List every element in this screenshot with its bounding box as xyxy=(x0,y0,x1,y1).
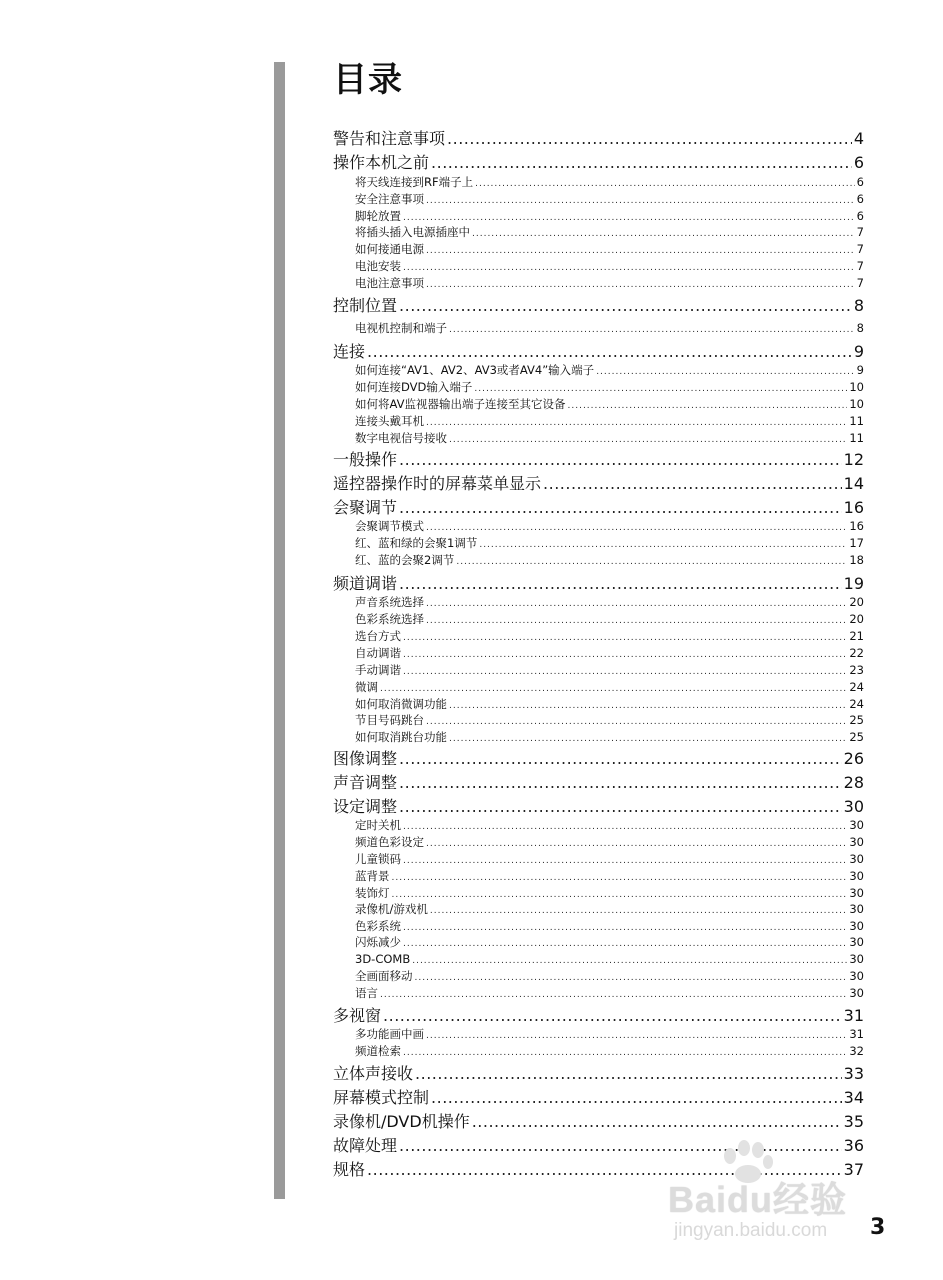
toc-entry-page: 7 xyxy=(856,259,864,273)
toc-entry-page: 25 xyxy=(849,713,864,727)
toc-entry xyxy=(333,772,864,794)
toc-entry-page: 17 xyxy=(849,536,864,550)
toc-entry-title: 将插头插入电源插座中 xyxy=(355,225,470,239)
toc-subentry xyxy=(355,241,864,257)
dot-leader xyxy=(475,176,855,192)
dot-leader xyxy=(403,664,847,680)
dot-leader xyxy=(399,573,842,595)
toc-subentry xyxy=(355,696,864,712)
toc-entry xyxy=(333,1063,864,1085)
dot-leader xyxy=(472,1111,842,1133)
toc-entry-title: 红、蓝的会聚2调节 xyxy=(355,553,455,567)
toc-entry-page: 16 xyxy=(849,519,864,533)
toc-entry xyxy=(333,1005,864,1027)
toc-entry xyxy=(333,1111,864,1133)
toc-subentry xyxy=(355,430,864,446)
dot-leader xyxy=(449,432,847,448)
toc-subentry xyxy=(355,985,864,1001)
dot-leader xyxy=(479,537,847,553)
dot-leader xyxy=(367,341,852,363)
toc-entry-title: 手动调谐 xyxy=(355,663,401,677)
toc-entry-title: 将天线连接到RF端子上 xyxy=(355,175,474,189)
toc-entry-page: 9 xyxy=(853,342,864,361)
toc-entry-page: 30 xyxy=(849,902,864,916)
dot-leader xyxy=(399,748,842,770)
dot-leader xyxy=(456,554,847,570)
toc-subentry xyxy=(355,191,864,207)
toc-entry-page: 8 xyxy=(853,296,864,315)
dot-leader xyxy=(415,1063,842,1085)
toc-subentry xyxy=(355,712,864,728)
toc-entry-page: 6 xyxy=(856,192,864,206)
toc-entry-page: 30 xyxy=(849,969,864,983)
toc-entry-title: 安全注意事项 xyxy=(355,192,424,206)
toc-entry-page: 30 xyxy=(849,952,864,966)
toc-entry-page: 7 xyxy=(856,276,864,290)
toc-entry-page: 20 xyxy=(849,595,864,609)
toc-entry-title: 如何取消跳台功能 xyxy=(355,730,447,744)
toc-entry-title: 自动调谐 xyxy=(355,646,401,660)
page-title: 目录 xyxy=(333,60,403,100)
toc-entry-page: 7 xyxy=(856,242,864,256)
toc-entry-title: 电池安装 xyxy=(355,259,401,273)
toc-subentry xyxy=(355,379,864,395)
toc-entry-title: 操作本机之前 xyxy=(333,153,430,172)
toc-subentry xyxy=(355,934,864,950)
page-number: 3 xyxy=(870,1215,886,1240)
dot-leader xyxy=(380,681,847,697)
toc-entry xyxy=(333,128,864,150)
toc-entry-title: 色彩系统 xyxy=(355,919,401,933)
dot-leader xyxy=(380,987,847,1003)
dot-leader xyxy=(426,836,847,852)
dot-leader xyxy=(426,1028,847,1044)
toc-entry-title: 多功能画中画 xyxy=(355,1027,424,1041)
toc-entry-page: 11 xyxy=(849,431,864,445)
toc-entry-page: 37 xyxy=(843,1160,864,1179)
toc-entry-page: 11 xyxy=(849,414,864,428)
toc-entry-title: 微调 xyxy=(355,680,378,694)
toc-entry-page: 25 xyxy=(849,730,864,744)
toc-entry-title: 声音调整 xyxy=(333,773,398,792)
dot-leader xyxy=(403,819,847,835)
toc-entry-title: 装饰灯 xyxy=(355,886,390,900)
toc-entry-page: 30 xyxy=(849,818,864,832)
toc-entry-page: 20 xyxy=(849,612,864,626)
toc-subentry xyxy=(355,851,864,867)
toc-entry xyxy=(333,449,864,471)
toc-subentry xyxy=(355,208,864,224)
toc-subentry xyxy=(355,1043,864,1059)
toc-subentry xyxy=(355,968,864,984)
dot-leader xyxy=(426,277,855,293)
dot-leader xyxy=(431,1087,842,1109)
dot-leader xyxy=(383,1005,842,1027)
toc-entry-page: 34 xyxy=(843,1088,864,1107)
toc-entry-title: 警告和注意事项 xyxy=(333,129,446,148)
dot-leader xyxy=(399,772,842,794)
toc-entry xyxy=(333,1087,864,1109)
toc-entry-page: 26 xyxy=(843,749,864,768)
toc-entry-page: 33 xyxy=(843,1064,864,1083)
toc-entry-title: 立体声接收 xyxy=(333,1064,414,1083)
toc-entry xyxy=(333,497,864,519)
toc-entry-page: 8 xyxy=(856,321,864,335)
dot-leader xyxy=(431,152,852,174)
toc-subentry xyxy=(355,362,864,378)
toc-entry-title: 故障处理 xyxy=(333,1136,398,1155)
toc-subentry xyxy=(355,918,864,934)
dot-leader xyxy=(596,364,854,380)
toc-entry-page: 6 xyxy=(853,153,864,172)
toc-subentry xyxy=(355,662,864,678)
toc-entry xyxy=(333,295,864,317)
toc-entry-title: 全画面移动 xyxy=(355,969,413,983)
dot-leader xyxy=(430,903,847,919)
toc-entry-title: 连接 xyxy=(333,342,366,361)
toc-entry-title: 设定调整 xyxy=(333,797,398,816)
toc-entry-page: 30 xyxy=(843,797,864,816)
toc-subentry xyxy=(355,1026,864,1042)
toc-entry xyxy=(333,796,864,818)
toc-entry-title: 如何连接“AV1、AV2、AV3或者AV4”输入端子 xyxy=(355,363,595,377)
toc-subentry xyxy=(355,552,864,568)
dot-leader xyxy=(472,226,855,242)
toc-entry-page: 10 xyxy=(849,397,864,411)
toc-entry-page: 21 xyxy=(849,629,864,643)
toc-entry-title: 闪烁减少 xyxy=(355,935,401,949)
toc-subentry xyxy=(355,628,864,644)
toc-subentry xyxy=(355,817,864,833)
toc-entry-page: 12 xyxy=(843,450,864,469)
toc-entry xyxy=(333,152,864,174)
dot-leader xyxy=(415,970,848,986)
toc-subentry xyxy=(355,885,864,901)
dot-leader xyxy=(447,128,852,150)
toc-entry-title: 屏幕模式控制 xyxy=(333,1088,430,1107)
toc-entry-title: 如何取消微调功能 xyxy=(355,697,447,711)
dot-leader xyxy=(403,630,847,646)
dot-leader xyxy=(403,260,855,276)
dot-leader xyxy=(426,243,855,259)
toc-entry-page: 30 xyxy=(849,835,864,849)
dot-leader xyxy=(426,613,847,629)
toc-entry-title: 红、蓝和绿的会聚1调节 xyxy=(355,536,478,550)
toc-entry-page: 24 xyxy=(849,680,864,694)
toc-entry-title: 选台方式 xyxy=(355,629,401,643)
toc-subentry xyxy=(355,729,864,745)
toc-subentry xyxy=(355,413,864,429)
dot-leader xyxy=(426,714,847,730)
toc-entry-title: 录像机/游戏机 xyxy=(355,902,428,916)
toc-entry-page: 10 xyxy=(849,380,864,394)
dot-leader xyxy=(399,497,842,519)
toc-subentry xyxy=(355,834,864,850)
toc-entry-title: 儿童锁码 xyxy=(355,852,401,866)
toc-subentry xyxy=(355,611,864,627)
dot-leader xyxy=(403,853,847,869)
toc-entry-title: 频道调谐 xyxy=(333,574,398,593)
watermark xyxy=(668,1140,898,1250)
dot-leader xyxy=(568,398,848,414)
toc-entry-title: 如何接通电源 xyxy=(355,242,424,256)
dot-leader xyxy=(403,1045,847,1061)
dot-leader xyxy=(426,596,847,612)
toc-entry-page: 19 xyxy=(843,574,864,593)
dot-leader xyxy=(412,953,847,969)
toc-entry-page: 7 xyxy=(856,225,864,239)
toc-entry xyxy=(333,573,864,595)
toc-entry-title: 声音系统选择 xyxy=(355,595,424,609)
dot-leader xyxy=(399,449,842,471)
toc-entry-title: 频道色彩设定 xyxy=(355,835,424,849)
toc-entry-title: 语言 xyxy=(355,986,378,1000)
toc-entry-title: 会聚调节模式 xyxy=(355,519,424,533)
toc-entry xyxy=(333,748,864,770)
toc-entry-page: 32 xyxy=(849,1044,864,1058)
toc-entry-title: 色彩系统选择 xyxy=(355,612,424,626)
toc-entry-title: 多视窗 xyxy=(333,1006,382,1025)
toc-entry-page: 6 xyxy=(856,209,864,223)
toc-entry-page: 14 xyxy=(843,474,864,493)
dot-leader xyxy=(449,322,855,338)
toc-entry-page: 31 xyxy=(843,1006,864,1025)
toc-entry-title: 3D-COMB xyxy=(355,952,411,966)
toc-entry-page: 23 xyxy=(849,663,864,677)
toc-entry-page: 9 xyxy=(856,363,864,377)
toc-entry-page: 6 xyxy=(856,175,864,189)
toc-entry-title: 如何连接DVD输入端子 xyxy=(355,380,473,394)
dot-leader xyxy=(399,796,842,818)
toc-entry-title: 一般操作 xyxy=(333,450,398,469)
dot-leader xyxy=(392,870,848,886)
dot-leader xyxy=(426,193,855,209)
dot-leader xyxy=(426,415,847,431)
watermark-url: jingyan.baidu.com xyxy=(674,1220,828,1241)
dot-leader xyxy=(543,473,842,495)
toc-entry-page: 30 xyxy=(849,886,864,900)
toc-entry-title: 图像调整 xyxy=(333,749,398,768)
dot-leader xyxy=(449,731,847,747)
toc-entry-page: 22 xyxy=(849,646,864,660)
dot-leader xyxy=(403,936,847,952)
toc-entry-title: 定时关机 xyxy=(355,818,401,832)
toc-entry-page: 24 xyxy=(849,697,864,711)
toc-entry-title: 蓝背景 xyxy=(355,869,390,883)
watermark-logo: Baidu经验 xyxy=(668,1179,848,1220)
toc-subentry xyxy=(355,901,864,917)
toc-entry-page: 30 xyxy=(849,919,864,933)
toc-subentry xyxy=(355,868,864,884)
toc-entry-page: 18 xyxy=(849,553,864,567)
toc-entry xyxy=(333,341,864,363)
toc-entry-page: 16 xyxy=(843,498,864,517)
toc-subentry xyxy=(355,258,864,274)
toc-entry-title: 脚轮放置 xyxy=(355,209,401,223)
toc-entry-page: 35 xyxy=(843,1112,864,1131)
toc-entry-title: 电视机控制和端子 xyxy=(355,321,447,335)
toc-subentry xyxy=(355,320,864,336)
toc-subentry xyxy=(355,224,864,240)
toc-entry xyxy=(333,473,864,495)
toc-entry-title: 控制位置 xyxy=(333,296,398,315)
toc-subentry xyxy=(355,594,864,610)
dot-leader xyxy=(403,647,847,663)
dot-leader xyxy=(474,381,847,397)
toc-entry-page: 4 xyxy=(853,129,864,148)
toc-entry-title: 录像机/DVD机操作 xyxy=(333,1112,470,1131)
toc-subentry xyxy=(355,951,864,967)
toc-entry-title: 连接头戴耳机 xyxy=(355,414,424,428)
toc-subentry xyxy=(355,518,864,534)
toc-entry-page: 30 xyxy=(849,869,864,883)
toc-entry-title: 节目号码跳台 xyxy=(355,713,424,727)
toc-subentry xyxy=(355,535,864,551)
toc-entry-page: 30 xyxy=(849,852,864,866)
toc-entry-page: 36 xyxy=(843,1136,864,1155)
toc-entry-page: 28 xyxy=(843,773,864,792)
toc-entry-title: 遥控器操作时的屏幕菜单显示 xyxy=(333,474,542,493)
toc-entry-page: 31 xyxy=(849,1027,864,1041)
toc-subentry xyxy=(355,679,864,695)
toc-entry-title: 如何将AV监视器输出端子连接至其它设备 xyxy=(355,397,566,411)
dot-leader xyxy=(426,520,847,536)
toc-entry-title: 频道检索 xyxy=(355,1044,401,1058)
toc-entry-page: 30 xyxy=(849,935,864,949)
toc-entry-title: 数字电视信号接收 xyxy=(355,431,447,445)
toc-entry-title: 电池注意事项 xyxy=(355,276,424,290)
toc-entry-title: 会聚调节 xyxy=(333,498,398,517)
dot-leader xyxy=(399,295,852,317)
toc-subentry xyxy=(355,645,864,661)
toc-entry-page: 30 xyxy=(849,986,864,1000)
toc-subentry xyxy=(355,275,864,291)
toc-subentry xyxy=(355,174,864,190)
toc-subentry xyxy=(355,396,864,412)
toc-entry-title: 规格 xyxy=(333,1160,366,1179)
